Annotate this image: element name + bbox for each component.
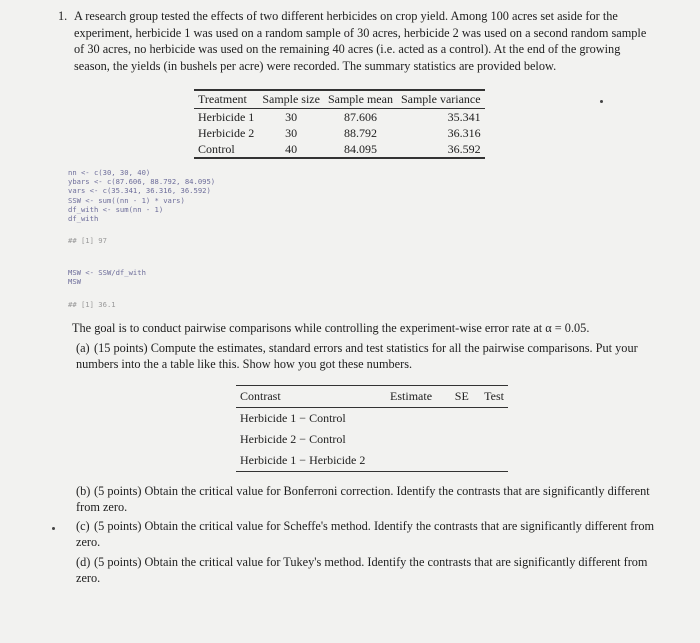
part-d-text: (5 points) Obtain the critical value for Tukey's method. Identify the contrasts that are significantly different from zero. [76,555,648,585]
stray-dot [600,100,603,103]
goal-text: The goal is to conduct pairwise comparisons while controlling the experiment-wise error rate at α = 0.05. [72,321,590,335]
header-contrast: Contrast [236,386,386,408]
cell-size: 40 [258,141,324,158]
cell-treatment: Herbicide 1 [198,110,255,124]
cell-mean: 88.792 [343,126,377,140]
header-se: SE [451,386,480,408]
problem-text: A research group tested the effects of two different herbicides on crop yield. Among 100 acres set aside for the experiment, herbicide 1 was used on a random sample of 30 acres, herbicide 2 was used on a second random sample of 30 acres, no herbicide was used on the remaining 40 acres (i.e. acted as a control). At the end of the growing season, the yields (in bushels per acre) were recorded. The summary statistics are provided below. [74,9,647,73]
part-c-text: (5 points) Obtain the critical value for Scheffe's method. Identify the contrasts that are significantly different from zero. [76,519,655,549]
table-row [194,109,485,126]
summary-statistics-table [194,89,485,159]
part-b-text: (5 points) Obtain the critical value for Bonferroni correction. Identify the contrasts that are significantly different from zero. [76,484,650,514]
part-b [76,484,656,515]
header-test: Test [480,386,508,408]
contrast-label: Herbicide 1 − Herbicide 2 [236,450,386,472]
contrast-header-row [236,386,508,408]
table-row [236,450,508,472]
cell-size: 30 [285,126,298,140]
contrast-label: Herbicide 1 − Control [240,411,346,425]
cell-mean: 84.095 [324,141,397,158]
cell-treatment: Control [194,141,258,158]
part-c-label: (c) [76,519,90,533]
part-d [76,555,656,586]
part-a-text: (15 points) Compute the estimates, standard errors and test statistics for all the pairwise comparisons. Put your numbers into the a table like this. Show how you got these numbers. [76,341,638,371]
header-sample-mean: Sample mean [324,90,397,109]
header-sample-variance: Sample variance [397,90,485,109]
r-code-block-2: MSW <- SSW/df_with MSW [68,268,146,287]
part-b-label: (b) [76,484,91,498]
header-treatment: Treatment [194,90,258,109]
table-row [236,429,508,450]
cell-treatment: Herbicide 2 [198,126,255,140]
r-output-1: ## [1] 97 [68,236,107,245]
cell-mean: 87.606 [343,110,377,124]
problem-number: 1. [58,9,68,23]
cell-variance: 36.592 [397,141,485,158]
cell-variance: 35.341 [447,110,481,124]
part-c [76,519,656,550]
contrast-table [236,385,508,472]
contrast-label: Herbicide 2 − Control [240,432,346,446]
part-a-label: (a) [76,341,90,355]
cell-size: 30 [285,110,298,124]
cell-variance: 36.316 [447,126,481,140]
bullet-dot [52,527,55,530]
problem-statement [58,8,658,74]
r-output-2: ## [1] 36.1 [68,300,116,309]
table-header-row [194,90,485,109]
part-d-label: (d) [76,555,91,569]
table-row [236,408,508,430]
table-row [194,141,485,158]
part-a [76,341,656,372]
r-code-block-1: nn <- c(30, 30, 40) ybars <- c(87.606, 88.792, 84.095) vars <- c(35.341, 36.316, 36.592) SSW <- sum((nn - 1) * vars) df_with <- sum(nn - 1) df_with [68,168,216,224]
header-sample-size: Sample size [258,90,324,109]
table-row [194,125,485,141]
header-estimate: Estimate [386,386,451,408]
